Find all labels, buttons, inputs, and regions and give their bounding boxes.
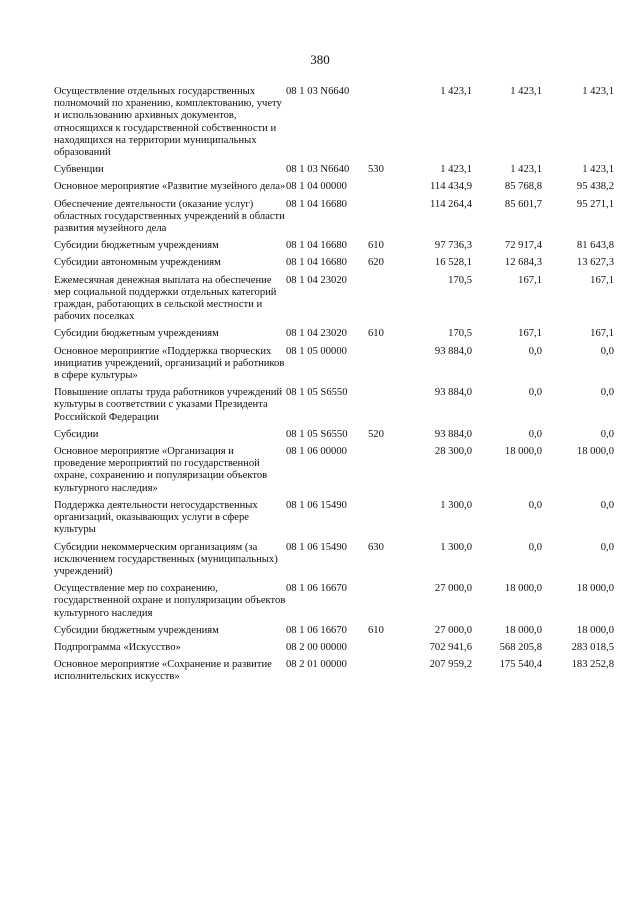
row-amount-year-1: 207 959,2 — [429, 659, 472, 671]
row-expense-type: 630 — [368, 541, 384, 553]
row-expense-type — [368, 446, 398, 500]
row-code: 08 1 06 00000 — [286, 446, 347, 458]
row-code: 08 1 06 15490 — [286, 499, 347, 511]
row-amount-year-1: 16 528,1 — [434, 257, 472, 269]
row-code: 08 1 03 N6640 — [286, 164, 350, 176]
row-amount-year-2: 1 423,1 — [510, 86, 542, 97]
row-name: Основное мероприятие «Организация и проведение мероприятий по государственной охране, сохранению и популяризации объектов культурного наследия» — [54, 446, 268, 494]
table-row — [54, 500, 614, 542]
row-expense-type: 520 — [368, 428, 384, 440]
row-amount-year-2: 167,1 — [518, 274, 542, 286]
row-amount-year-2: 175 540,4 — [499, 659, 542, 671]
table-row — [54, 542, 614, 584]
row-expense-type: 610 — [368, 624, 384, 636]
row-code: 08 1 05 S6550 — [286, 387, 348, 399]
row-amount-year-2: 0,0 — [528, 499, 542, 511]
row-name: Субсидии бюджетным учреждениям — [54, 624, 219, 636]
row-code: 08 1 06 16670 — [286, 583, 347, 595]
row-name: Повышение оплаты труда работников учреждений культуры в соответствии с указами Президента Российской Федерации — [54, 387, 283, 423]
row-amount-year-3: 81 643,8 — [576, 240, 614, 252]
table-row — [54, 387, 614, 429]
row-expense-type: 610 — [368, 328, 384, 340]
row-name: Субсидии бюджетным учреждениям — [54, 328, 219, 340]
row-amount-year-2: 0,0 — [528, 428, 542, 440]
row-amount-year-1: 114 434,9 — [430, 181, 472, 193]
row-amount-year-1: 97 736,3 — [434, 240, 472, 252]
table-row — [54, 86, 614, 164]
row-amount-year-3: 283 018,5 — [571, 641, 614, 653]
row-amount-year-3: 18 000,0 — [576, 583, 614, 595]
row-name: Ежемесячная денежная выплата на обеспечение мер социальной поддержки отдельных категорий граждан, работающих в сельской местности и рабочих поселках — [54, 274, 277, 323]
row-name: Обеспечение деятельности (оказание услуг) областных государственных учреждений в области развития музейного дела — [54, 198, 285, 235]
row-name: Подпрограмма «Искусство» — [54, 641, 181, 653]
table-row — [54, 181, 614, 198]
row-expense-type: 610 — [368, 240, 384, 252]
page-number: 380 — [310, 52, 330, 67]
row-code: 08 1 04 23020 — [286, 274, 347, 286]
row-amount-year-3: 0,0 — [600, 387, 614, 399]
table-row — [54, 328, 614, 345]
row-name: Субсидии бюджетным учреждениям — [54, 240, 219, 252]
row-amount-year-3: 183 252,8 — [571, 659, 614, 671]
row-code: 08 2 00 00000 — [286, 641, 347, 653]
row-amount-year-2: 72 917,4 — [504, 240, 542, 252]
row-expense-type — [368, 387, 398, 429]
row-name: Основное мероприятие «Поддержка творческих инициатив учреждений, организаций и работников в сфере культуры» — [54, 345, 285, 382]
row-amount-year-3: 0,0 — [600, 428, 614, 440]
row-amount-year-2: 167,1 — [518, 328, 542, 340]
row-code: 08 1 04 00000 — [286, 181, 347, 193]
row-amount-year-2: 85 601,7 — [504, 198, 542, 210]
table-row — [54, 642, 614, 659]
table-row — [54, 257, 614, 274]
row-expense-type: 620 — [368, 257, 384, 269]
table-row — [54, 346, 614, 388]
row-name: Субсидии — [54, 428, 99, 440]
table-row — [54, 429, 614, 446]
row-amount-year-1: 1 300,0 — [440, 541, 472, 553]
row-amount-year-3: 0,0 — [600, 541, 614, 553]
row-code: 08 1 05 S6550 — [286, 428, 348, 440]
row-code: 08 1 04 16680 — [286, 240, 347, 252]
row-code: 08 2 01 00000 — [286, 659, 347, 671]
row-expense-type — [368, 86, 398, 164]
table-row — [54, 240, 614, 257]
row-amount-year-1: 1 423,1 — [440, 86, 472, 97]
row-amount-year-2: 85 768,8 — [504, 181, 542, 193]
row-expense-type — [368, 346, 398, 388]
table-row — [54, 659, 614, 688]
row-expense-type — [368, 583, 398, 625]
row-code: 08 1 06 16670 — [286, 624, 347, 636]
row-amount-year-2: 1 423,1 — [510, 164, 542, 176]
budget-table — [54, 86, 614, 689]
row-amount-year-1: 93 884,0 — [434, 345, 472, 357]
row-expense-type — [368, 181, 398, 198]
row-amount-year-3: 95 271,1 — [576, 198, 614, 210]
table-row — [54, 583, 614, 625]
row-amount-year-3: 18 000,0 — [576, 624, 614, 636]
row-amount-year-1: 702 941,6 — [429, 641, 472, 653]
row-amount-year-2: 12 684,3 — [504, 257, 542, 269]
row-amount-year-2: 568 205,8 — [499, 641, 542, 653]
row-amount-year-3: 13 627,3 — [576, 257, 614, 269]
row-expense-type — [368, 199, 398, 241]
row-amount-year-2: 18 000,0 — [504, 446, 542, 458]
row-name: Субвенции — [54, 164, 104, 176]
row-amount-year-1: 27 000,0 — [434, 583, 472, 595]
row-amount-year-3: 1 423,1 — [582, 86, 614, 97]
row-expense-type — [368, 500, 398, 542]
row-code: 08 1 06 15490 — [286, 541, 347, 553]
row-code: 08 1 03 N6640 — [286, 86, 350, 97]
row-amount-year-1: 1 423,1 — [440, 164, 472, 176]
row-amount-year-3: 0,0 — [600, 345, 614, 357]
row-amount-year-1: 93 884,0 — [434, 428, 472, 440]
table-row — [54, 275, 614, 329]
row-amount-year-2: 0,0 — [528, 345, 542, 357]
row-name: Основное мероприятие «Сохранение и развитие исполнительских искусств» — [54, 659, 272, 683]
row-amount-year-3: 1 423,1 — [582, 164, 614, 176]
row-amount-year-1: 170,5 — [448, 274, 472, 286]
row-name: Поддержка деятельности негосударственных организаций, оказывающих услуги в сфере культуры — [54, 499, 258, 536]
row-amount-year-1: 1 300,0 — [440, 499, 472, 511]
row-code: 08 1 05 00000 — [286, 345, 347, 357]
row-code: 08 1 04 23020 — [286, 328, 347, 340]
table-row — [54, 625, 614, 642]
row-amount-year-1: 93 884,0 — [434, 387, 472, 399]
row-amount-year-1: 114 264,4 — [430, 198, 472, 210]
row-amount-year-3: 18 000,0 — [576, 446, 614, 458]
row-code: 08 1 04 16680 — [286, 198, 347, 210]
row-name: Осуществление мер по сохранению, государственной охране и популяризации объектов культурного наследия — [54, 583, 286, 619]
row-name: Субсидии автономным учреждениям — [54, 257, 221, 269]
row-amount-year-1: 170,5 — [448, 328, 472, 340]
row-amount-year-3: 0,0 — [600, 499, 614, 511]
row-expense-type — [368, 642, 398, 659]
row-name: Субсидии некоммерческим организациям (за исключением государственных (муниципальных) учреждений) — [54, 541, 278, 577]
row-name: Осуществление отдельных государственных полномочий по хранению, комплектованию, учету и использованию архивных документов, относящихся к государственной собственности и находящихся на территории муниципальных образований — [54, 86, 282, 159]
row-amount-year-1: 28 300,0 — [434, 446, 472, 458]
row-amount-year-2: 0,0 — [528, 387, 542, 399]
row-amount-year-1: 27 000,0 — [434, 624, 472, 636]
row-expense-type: 530 — [368, 164, 384, 176]
row-name: Основное мероприятие «Развитие музейного дела» — [54, 181, 286, 193]
table-row — [54, 199, 614, 241]
row-amount-year-2: 0,0 — [528, 541, 542, 553]
table-row — [54, 446, 614, 500]
table-row — [54, 164, 614, 181]
row-amount-year-3: 95 438,2 — [576, 181, 614, 193]
row-amount-year-2: 18 000,0 — [504, 624, 542, 636]
row-expense-type — [368, 659, 398, 688]
row-amount-year-3: 167,1 — [590, 328, 614, 340]
row-amount-year-3: 167,1 — [590, 274, 614, 286]
row-amount-year-2: 18 000,0 — [504, 583, 542, 595]
row-code: 08 1 04 16680 — [286, 257, 347, 269]
row-expense-type — [368, 275, 398, 329]
